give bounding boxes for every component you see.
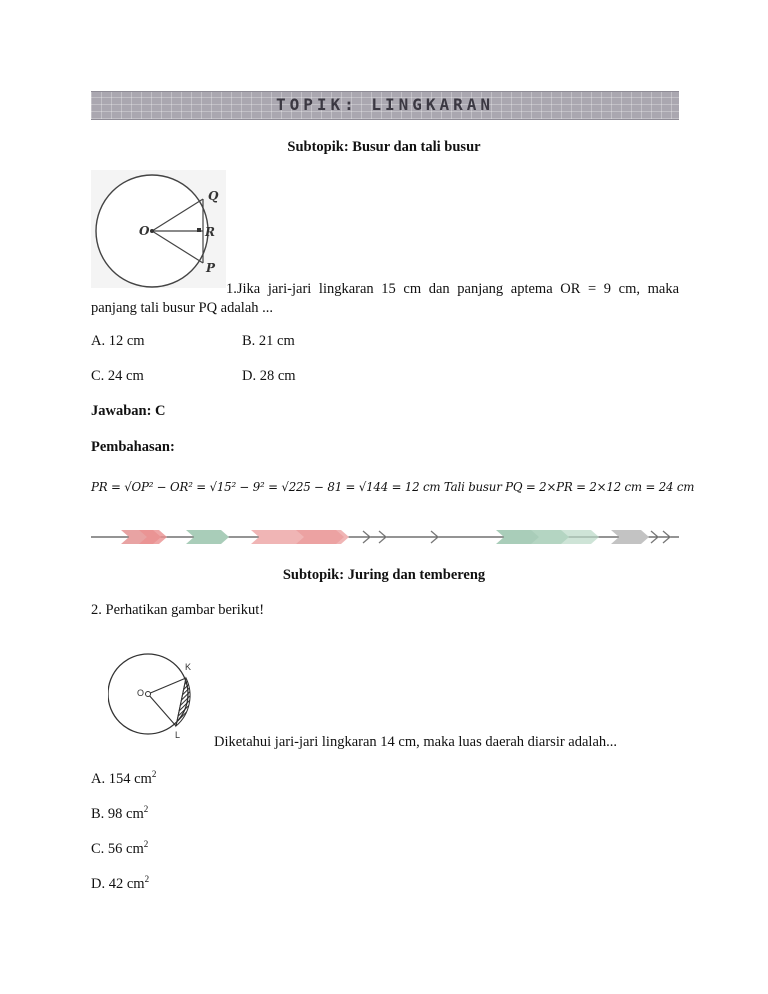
label-q: Q: [208, 189, 219, 203]
option-2c[interactable]: C. 56 $cm^2$: [91, 839, 149, 857]
label-k: K: [185, 662, 192, 672]
option-2a[interactable]: A. 154 $cm^2$: [91, 769, 157, 787]
label-r: R: [205, 225, 215, 239]
solution-formula: PR = √OP² − OR² = √15² − 9² = √225 − 81 = √144 = 12 cm Tali busur PQ = 2×PR = 2×12 cm = 24 cm: [91, 480, 695, 494]
option-2b[interactable]: B. 98 $cm^2$: [91, 804, 149, 822]
circle-segment-figure: [108, 650, 208, 742]
question-2-intro: 2. Perhatikan gambar berikut!: [91, 602, 265, 618]
option-2d[interactable]: D. 42 $cm^2$: [91, 874, 150, 892]
label-o2: O: [137, 688, 145, 698]
topic-banner: [91, 91, 679, 120]
arrow-divider: [91, 526, 679, 548]
circle-chord-figure: [91, 170, 226, 288]
label-p: P: [206, 261, 216, 275]
option-1d[interactable]: D. 28 cm: [242, 368, 296, 384]
question-1-line-2: panjang tali busur PQ adalah ...: [91, 300, 274, 316]
option-1b[interactable]: B. 21 cm: [242, 333, 295, 349]
option-1c[interactable]: C. 24 cm: [91, 368, 144, 384]
topic-title: TOPIK: LINGKARAN: [275, 95, 495, 114]
label-l: L: [175, 730, 181, 740]
question-1-line-1: 1.Jika jari-jari lingkaran 15 cm dan panjang aptema OR = 9 cm, maka: [226, 281, 679, 297]
option-1a[interactable]: A. 12 cm: [91, 333, 145, 349]
subtopic-title-1: Subtopik: Busur dan tali busur: [287, 139, 481, 155]
answer-label: Jawaban: C: [91, 403, 166, 419]
discussion-label: Pembahasan:: [91, 439, 175, 455]
label-o: O: [139, 224, 150, 238]
subtopic-title-2: Subtopik: Juring dan tembereng: [282, 567, 486, 583]
question-2-text: Diketahui jari-jari lingkaran 14 cm, maka luas daerah diarsir adalah...: [214, 734, 618, 750]
question-1: [91, 280, 679, 318]
